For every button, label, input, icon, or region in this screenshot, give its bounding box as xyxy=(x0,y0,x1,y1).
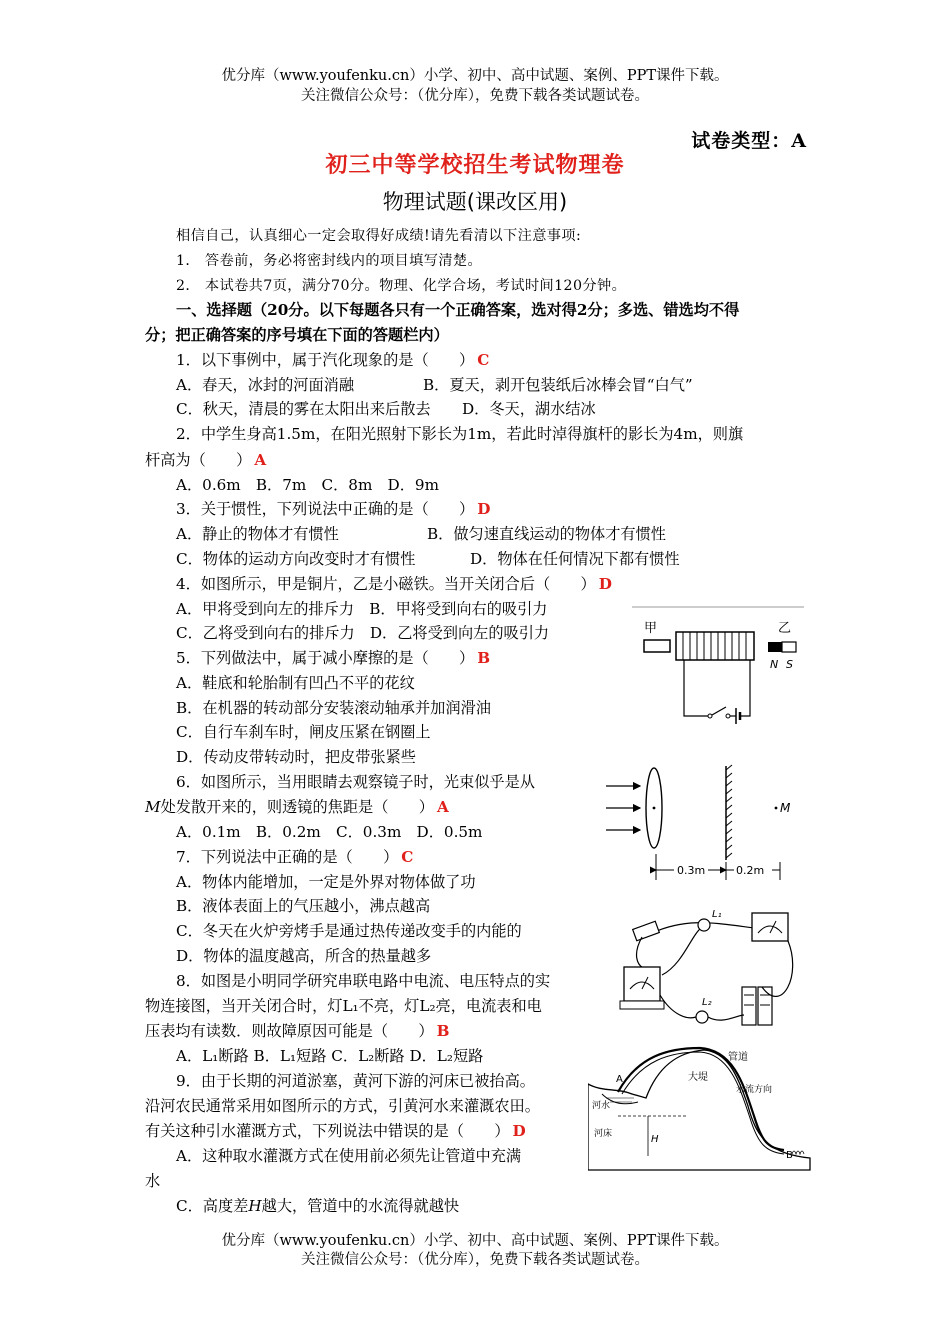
q9-figure xyxy=(588,1046,814,1174)
exam-subtitle: 物理试题(课改区用) xyxy=(382,190,568,214)
q2-options: A．0.6m B．7m C．8m D．9m xyxy=(176,476,439,494)
q9-option-c-pre: C．高度差 xyxy=(176,1197,249,1215)
q1-option-d: D．冬天，湖水结冰 xyxy=(462,400,596,418)
voltmeter xyxy=(624,967,660,1001)
fig6-label-m: M xyxy=(780,801,791,815)
q3-option-c: C．物体的运动方向改变时才有惯性 xyxy=(176,550,416,568)
q3-answer: D xyxy=(477,500,491,518)
q3-stem-text: 3．关于惯性，下列说法中正确的是（ ） xyxy=(176,500,475,518)
magnet-s xyxy=(782,642,796,652)
q8-figure xyxy=(612,905,812,1045)
q9-option-a-line1: A．这种取水灌溉方式在使用前必须先让管道中充满 xyxy=(176,1147,522,1165)
fig4-pole-s: S xyxy=(786,658,793,671)
q2-answer: A xyxy=(254,451,267,469)
q9-stem-line1: 9．由于长期的河道淤塞，黄河下游的河床已被抬高。 xyxy=(176,1072,535,1090)
q9-answer: D xyxy=(512,1122,526,1140)
q5-answer: B xyxy=(477,649,491,667)
switch-icon xyxy=(712,707,726,715)
embankment xyxy=(588,1050,810,1170)
ammeter xyxy=(752,913,788,941)
section-heading-line2: 分；把正确答案的序号填在下面的答题栏内） xyxy=(145,326,449,344)
q7-stem-text: 7．下列说法中正确的是（ ） xyxy=(176,848,399,866)
q2-stem-text: 杆高为（ ） xyxy=(145,451,252,469)
footer-line-1: 优分库（www.youfenku.cn）小学、初中、高中试题、案例、PPT课件下载。 xyxy=(221,1233,729,1249)
section-heading-line1: 一、选择题（20分。以下每题各只有一个正确答案，选对得2分；多选、错选均不得 xyxy=(176,301,740,319)
instruction-0: 相信自己，认真细心一定会取得好成绩!请先看清以下注意事项: xyxy=(176,228,582,244)
q9-option-a-line2: 水 xyxy=(145,1172,161,1190)
q7-answer: C xyxy=(401,848,414,866)
q7-option-a: A．物体内能增加，一定是外界对物体做了功 xyxy=(176,873,476,891)
fig9-label-dam: 大堤 xyxy=(688,1072,708,1083)
q5-stem-text: 5．下列做法中，属于减小摩擦的是（ ） xyxy=(176,649,475,667)
q3-stem xyxy=(176,499,490,520)
fig9-label-bed: 河床 xyxy=(594,1129,613,1139)
q5-option-c: C．自行车刹车时，闸皮压紧在钢圈上 xyxy=(176,723,431,741)
fig9-label-flow: 水流方向 xyxy=(736,1085,773,1095)
q1-stem-text: 1．以下事例中，属于汽化现象的是（ ） xyxy=(176,351,475,369)
q4-options-line2: C．乙将受到向右的排斥力 D．乙将受到向左的吸引力 xyxy=(176,624,550,642)
q9-stem-text: 有关这种引水灌溉方式，下列说法中错误的是（ ） xyxy=(145,1122,510,1140)
header-line-1: 优分库（www.youfenku.cn）小学、初中、高中试题、案例、PPT课件下载。 xyxy=(221,68,729,84)
q8-answer: B xyxy=(436,1022,450,1040)
q4-options-line1: A．甲将受到向左的排斥力 B．甲将受到向右的吸引力 xyxy=(176,600,548,618)
fig9-label-pipe: 管道 xyxy=(728,1052,748,1063)
q1-option-a: A．春天，冰封的河面消融 xyxy=(176,376,355,394)
q1-stem xyxy=(176,350,489,371)
q4-answer: D xyxy=(598,575,612,593)
q6-stem-line1: 6．如图所示，当用眼睛去观察镜子时，光束似乎是从 xyxy=(176,773,535,791)
magnet-n xyxy=(768,642,782,652)
q6-figure xyxy=(604,764,800,888)
switch-component xyxy=(633,921,660,940)
fig4-label-yi: 乙 xyxy=(778,621,792,636)
point-m-dot xyxy=(775,807,778,810)
q4-stem xyxy=(176,574,612,595)
q1-answer: C xyxy=(477,351,490,369)
q6-point-m: M xyxy=(145,798,161,816)
q4-stem-text: 4．如图所示，甲是铜片，乙是小磁铁。当开关闭合后（ ） xyxy=(176,575,596,593)
instruction-2: 2． 本试卷共7页，满分70分。物理、化学合场，考试时间120分钟。 xyxy=(176,278,627,294)
q2-stem-line2 xyxy=(145,450,266,471)
solenoid xyxy=(676,632,754,660)
q5-option-d: D．传动皮带转动时，把皮带张紧些 xyxy=(176,748,416,766)
q5-option-b: B．在机器的转动部分安装滚动轴承并加润滑油 xyxy=(176,699,491,717)
q8-stem-line3 xyxy=(145,1021,449,1042)
q5-option-a: A．鞋底和轮胎制有凹凸不平的花纹 xyxy=(176,674,415,692)
q6-stem-line2 xyxy=(145,797,449,818)
fig9-label-h: H xyxy=(651,1134,659,1145)
exam-title: 初三中等学校招生考试物理卷 xyxy=(325,152,625,178)
fig6-dist-2: 0.2m xyxy=(736,864,765,877)
q8-options: A．L₁断路 B．L₁短路 C．L₂断路 D．L₂短路 xyxy=(176,1047,484,1065)
fig9-label-a: A xyxy=(616,1074,623,1085)
q9-option-c xyxy=(176,1196,459,1217)
q6-answer: A xyxy=(436,798,449,816)
fig4-pole-n: N xyxy=(770,658,779,671)
q7-option-c: C．冬天在火炉旁烤手是通过热传递改变手的内能的 xyxy=(176,922,522,940)
q9-stem-line3 xyxy=(145,1121,526,1142)
q3-option-a: A．静止的物体才有惯性 xyxy=(176,525,339,543)
fig8-label-l2: L₂ xyxy=(702,997,712,1008)
fig9-label-river: 河水 xyxy=(592,1101,611,1111)
q9-option-c-post: 越大，管道中的水流得就越快 xyxy=(261,1197,460,1215)
q8-stem-line1: 8．如图是小明同学研究串联电路中电流、电压特点的实 xyxy=(176,972,551,990)
q4-figure xyxy=(628,604,808,734)
q3-option-d: D．物体在任何情况下都有惯性 xyxy=(470,550,680,568)
lamp-l2 xyxy=(696,1011,708,1023)
q9-option-c-var: H xyxy=(248,1197,262,1215)
q6-stem-text: 处发散开来的，则透镜的焦距是（ ） xyxy=(160,798,434,816)
footer-line-2: 关注微信公众号：（优分库），免费下载各类试题试卷。 xyxy=(301,1252,649,1268)
q8-stem-line2: 物连接图，当开关闭合时，灯L₁不亮，灯L₂亮，电流表和电 xyxy=(145,997,542,1015)
battery-cell-1 xyxy=(742,987,756,1025)
paper-type: 试卷类型：A xyxy=(691,130,807,152)
q8-stem-text: 压表均有读数．则故障原因可能是（ ） xyxy=(145,1022,434,1040)
q5-stem xyxy=(176,648,490,669)
fig4-label-jia: 甲 xyxy=(644,621,658,636)
q2-stem-line1: 2．中学生身高1.5m，在阳光照射下影长为1m，若此时淖得旗杆的影长为4m，则旗 xyxy=(176,425,744,443)
q1-option-b: B．夏天，剥开包装纸后冰棒会冒“白气” xyxy=(423,376,693,394)
copper-plate xyxy=(644,640,670,652)
q3-option-b: B．做匀速直线运动的物体才有惯性 xyxy=(427,525,666,543)
header-line-2: 关注微信公众号：（优分库），免费下载各类试题试卷。 xyxy=(301,88,649,104)
battery-cell-2 xyxy=(758,987,772,1025)
q7-option-d: D．物体的温度越高，所含的热量越多 xyxy=(176,947,432,965)
fig6-dist-1: 0.3m xyxy=(677,864,706,877)
q1-option-c: C．秋天，清晨的雾在太阳出来后散去 xyxy=(176,400,431,418)
fig8-label-l1: L₁ xyxy=(712,909,722,920)
q6-options: A．0.1m B．0.2m C．0.3m D．0.5m xyxy=(176,823,483,841)
q7-stem xyxy=(176,847,413,868)
instruction-1: 1． 答卷前，务必将密封线内的项目填写清楚。 xyxy=(176,253,483,269)
q9-stem-line2: 沿河农民通常采用如图所示的方式，引黄河水来灌溉农田。 xyxy=(145,1097,540,1115)
fig9-label-b: B xyxy=(786,1150,793,1161)
q7-option-b: B．液体表面上的气压越小，沸点越高 xyxy=(176,897,431,915)
